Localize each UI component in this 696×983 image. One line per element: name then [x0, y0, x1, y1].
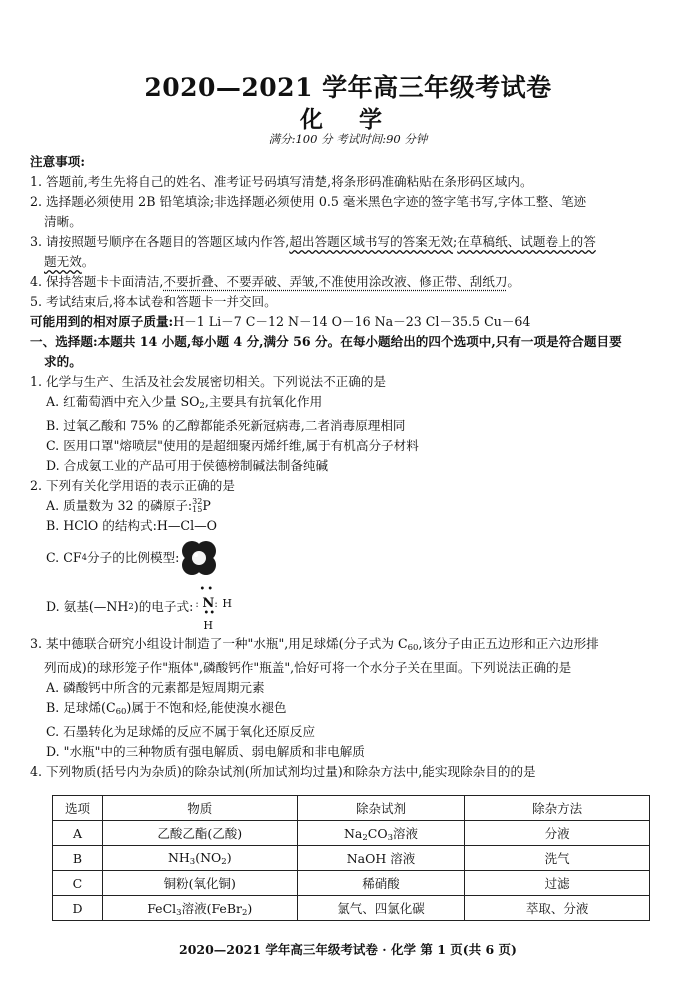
exam-meta: 满分:100 分 考试时间:90 分钟	[268, 132, 428, 146]
table-cell-substance: 铜粉(氧化铜)	[102, 871, 297, 896]
note-2b: 清晰。	[44, 214, 82, 229]
note-4-pre: 4. 保持答题卡卡面清洁,	[30, 274, 164, 289]
table-cell-reagent	[297, 821, 465, 846]
reagent-part: Na	[343, 825, 363, 841]
lewis-right-electrons: :	[214, 599, 218, 610]
exam-body	[30, 152, 680, 782]
note-3a-pre: 3. 请按照题号顺序在各题目的答题区域内作答,	[30, 234, 290, 249]
note-1: 1. 答题前,考生先将自己的姓名、准考证号码填写清楚,将条形码准确粘贴在条形码区域内。	[30, 174, 533, 189]
q3-b-pre: B. 足球烯(C	[46, 700, 116, 715]
subject-title: 化 学	[299, 106, 396, 133]
q2-a-atomic-number: 15	[192, 505, 203, 514]
lewis-hydrogen-right: H	[222, 597, 232, 610]
note-3b-post: 。	[81, 254, 95, 269]
lewis-bottom-electrons: ••	[203, 608, 216, 619]
table-cell-reagent: 稀硝酸	[297, 871, 465, 896]
note-3a-mid: ;	[453, 234, 458, 249]
q2-c-sub: 4	[81, 553, 87, 563]
table-cell-substance	[102, 846, 297, 871]
table-row	[53, 821, 650, 846]
substance-sub: 3	[189, 856, 196, 867]
q3-stem-b: 列而成)的球形笼子作"瓶体",磷酸钙作"瓶盖",恰好可将一个水分子关在里面。下列说法正确的是	[44, 660, 572, 675]
q4-stem: 4. 下列物质(括号内为杂质)的除杂试剂(所加试剂均过量)和除杂方法中,能实现除杂目的的是	[30, 764, 536, 779]
table-header-cell: 物质	[102, 796, 297, 821]
substance-sub: 2	[221, 856, 227, 867]
reagent-part: CO	[367, 825, 388, 841]
q2-a-mass-number: 32	[192, 497, 203, 506]
q1-stem: 1. 化学与生产、生活及社会发展密切相关。下列说法不正确的是	[30, 374, 387, 389]
note-3a-emph1: 超出答题区域书写的答案无效	[289, 234, 454, 249]
reagent-sub: 3	[387, 832, 393, 843]
substance-sub: 2	[242, 907, 248, 918]
page-footer: 2020—2021 学年高三年级考试卷 · 化学 第 1 页(共 6 页)	[179, 942, 517, 957]
q2-d-sub: 2	[128, 602, 134, 612]
table-cell-method: 萃取、分液	[465, 896, 650, 921]
table-row	[53, 896, 650, 921]
q3-option-d: D. "水瓶"中的三种物质有强电解质、弱电解质和非电解质	[46, 744, 365, 759]
lewis-top-electrons: ••	[199, 584, 216, 595]
atomic-masses	[30, 312, 680, 332]
q2-a-text: A. 质量数为 32 的磷原子:	[46, 498, 193, 513]
atomic-masses-label: 可能用到的相对原子质量:	[30, 314, 174, 329]
q3-stem-a-pre: 3. 某中德联合研究小组设计制造了一种"水瓶",用足球烯(分子式为 C	[30, 636, 408, 651]
q2-option-b: B. HClO 的结构式:H—Cl—O	[46, 518, 218, 533]
q2-d-post: )的电子式:	[133, 599, 194, 614]
q2-a-nuclide-numbers	[192, 498, 202, 514]
q3-option-b	[30, 698, 680, 722]
note-5: 5. 考试结束后,将本试卷和答题卡一并交回。	[30, 294, 277, 309]
q2-a-element: P	[202, 498, 211, 513]
amino-lewis-structure	[195, 582, 251, 632]
note-4	[30, 272, 680, 292]
q2-option-a	[30, 496, 680, 516]
substance-part: NH	[167, 849, 190, 865]
substance-part: FeCl	[147, 900, 177, 916]
table-cell-substance	[102, 896, 297, 921]
exam-title: 2020—2021 学年高三年级考试卷	[144, 73, 552, 102]
table-cell-option: D	[53, 896, 103, 921]
table-cell-substance: 乙酸乙酯(乙酸)	[102, 821, 297, 846]
q3-option-a: A. 磷酸钙中所含的元素都是短周期元素	[46, 680, 265, 695]
q3-stem-a	[30, 634, 680, 658]
lewis-nitrogen: N	[202, 596, 215, 611]
note-3a-emph2: 在草稿纸、试题卷上的答	[457, 234, 596, 249]
note-4-emph: 不要折叠、不要弄破、弄皱,不准使用涂改液、修正带、刮纸刀	[163, 274, 508, 289]
section1-heading-b: 求的。	[44, 354, 82, 369]
table-cell-method: 洗气	[465, 846, 650, 871]
lewis-hydrogen-bottom: H	[203, 619, 213, 632]
q3-option-c: C. 石墨转化为足球烯的反应不属于氧化还原反应	[46, 724, 316, 739]
q2-stem: 2. 下列有关化学用语的表示正确的是	[30, 478, 235, 493]
q2-option-c	[30, 536, 680, 580]
table-cell-option: A	[53, 821, 103, 846]
q1-option-b: B. 过氧乙酸和 75% 的乙醇都能杀死新冠病毒,二者消毒原理相同	[46, 418, 406, 433]
table-header-cell: 选项	[53, 796, 103, 821]
table-row	[53, 846, 650, 871]
q4-table	[52, 795, 650, 921]
table-header-cell: 除杂方法	[465, 796, 650, 821]
atomic-masses-values: H－1 Li－7 C－12 N－14 O－16 Na－23 Cl－35.5 Cu－64	[173, 314, 531, 329]
table-cell-option: B	[53, 846, 103, 871]
q1-option-a	[30, 392, 680, 416]
table-cell-reagent: NaOH 溶液	[297, 846, 465, 871]
substance-part: (NO	[195, 849, 222, 865]
cf4-space-filling-model-icon	[179, 538, 219, 578]
table-cell-reagent: 氯气、四氯化碳	[297, 896, 465, 921]
q1-option-c: C. 医用口罩"熔喷层"使用的是超细聚丙烯纤维,属于有机高分子材料	[46, 438, 419, 453]
q1-a-post: ,主要具有抗氧化作用	[204, 394, 323, 409]
note-3b-emph: 题无效	[44, 254, 82, 269]
q2-c-post: 分子的比例模型:	[87, 550, 180, 565]
note-2a: 2. 选择题必须使用 2B 铅笔填涂;非选择题必须使用 0.5 毫米黑色字迹的签字笔书写,字体工整、笔迹	[30, 194, 587, 209]
q3-stem-a-sub: 60	[407, 643, 419, 653]
note-3a	[30, 232, 680, 252]
table-cell-method: 分液	[465, 821, 650, 846]
lewis-left-electrons: :	[195, 599, 199, 610]
section1-heading-a: 一、选择题:本题共 14 小题,每小题 4 分,满分 56 分。在每小题给出的四个选项中,只有一项是符合题目要	[30, 334, 622, 349]
table-row	[53, 871, 650, 896]
substance-part: )	[247, 900, 253, 916]
substance-part: )	[226, 849, 232, 865]
q1-option-d: D. 合成氨工业的产品可用于侯德榜制碱法制备纯碱	[46, 458, 329, 473]
reagent-sub: 2	[362, 832, 368, 843]
q2-c-text: C. CF	[46, 550, 82, 565]
q3-stem-a-post: ,该分子由正五边形和正六边形排	[418, 636, 599, 651]
note-3b	[30, 252, 680, 272]
reagent-part: 溶液	[392, 825, 418, 841]
notes-heading: 注意事项:	[30, 154, 86, 169]
q2-d-text: D. 氨基(—NH	[46, 599, 129, 614]
table-header-cell: 除杂试剂	[297, 796, 465, 821]
table-cell-option: C	[53, 871, 103, 896]
substance-part: 溶液(FeBr	[181, 900, 242, 916]
q1-a-text: A. 红葡萄酒中充入少量 SO	[46, 394, 200, 409]
q3-b-post: )属于不饱和烃,能使溴水褪色	[126, 700, 287, 715]
q2-option-d	[30, 580, 680, 634]
substance-sub: 3	[176, 907, 182, 918]
note-4-post: 。	[507, 274, 521, 289]
q3-b-sub: 60	[115, 707, 127, 717]
q1-a-sub: 2	[199, 401, 205, 411]
table-cell-method: 过滤	[465, 871, 650, 896]
table-header-row	[53, 796, 650, 821]
